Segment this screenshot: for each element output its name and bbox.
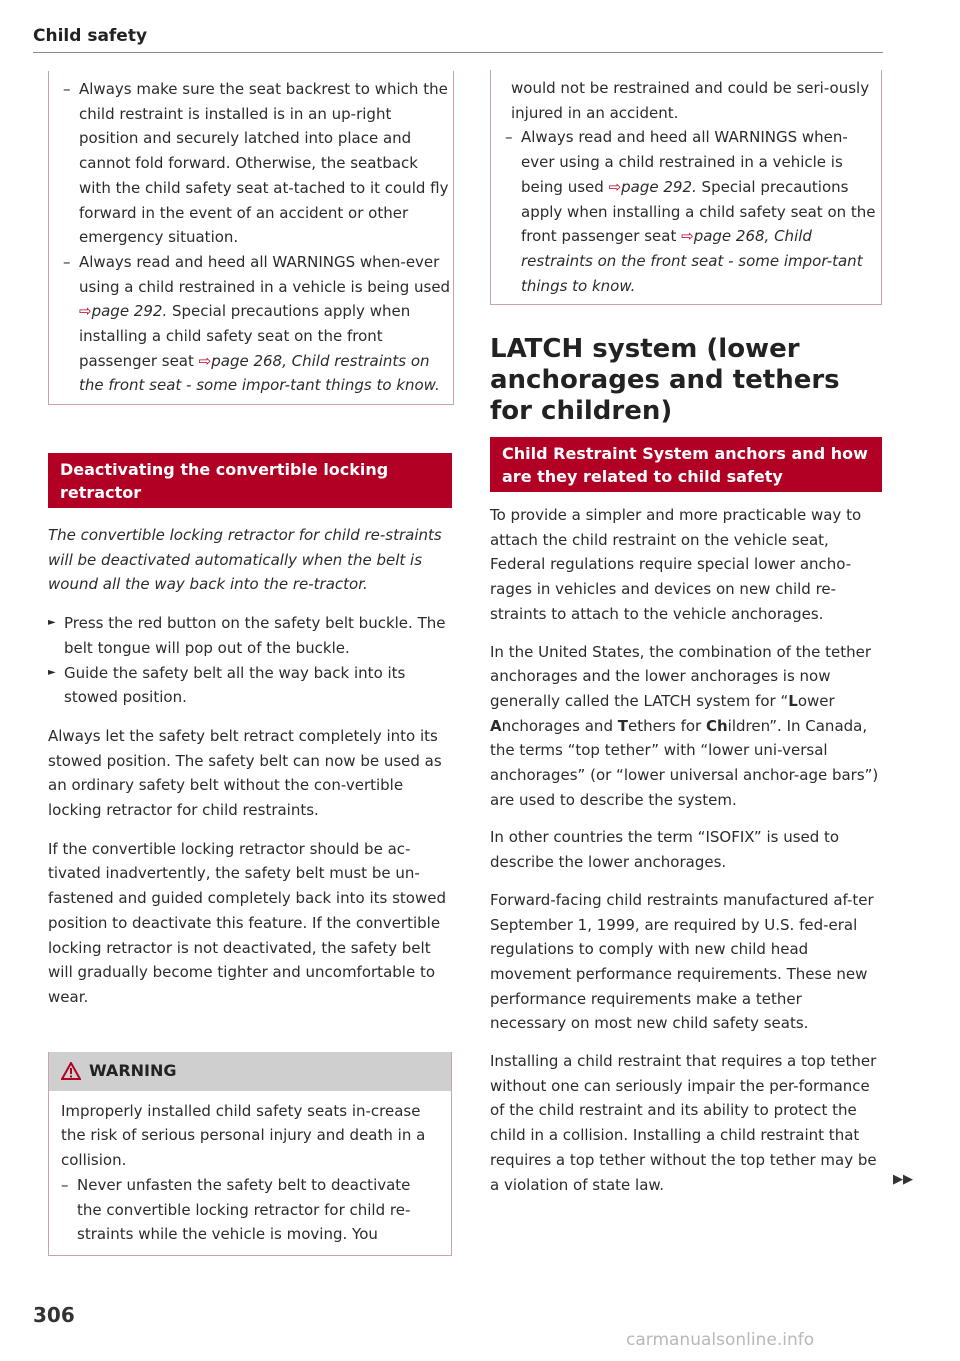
main-heading: LATCH system (lower anchorages and tethers for children) <box>490 334 840 426</box>
warning-triangle-icon <box>61 1062 81 1080</box>
intro-text: The convertible locking retractor for child re-straints will be deactivated automatically when the belt is wound all the way back into the re-tractor. <box>48 526 442 594</box>
page-number: 306 <box>33 1303 75 1327</box>
warning-box <box>48 1052 452 1256</box>
paragraph: Installing a child restraint that requires a top tether without one can seriously impair the per-formance of the child restraint and its ability to protect the child in a collision. Installing a child restraint that requires a top tether without the top tether may be a violation of state law. <box>490 1052 877 1194</box>
arrow-ref-icon: ⇨ <box>681 227 694 246</box>
page-link[interactable]: page 268, Child restraints on the front seat - some impor-tant things to know. <box>79 351 440 395</box>
paragraph: Forward-facing child restraints manufactured af-ter September 1, 1999, are required by U.S. fed-eral regulations to comply with new child head movement performance requirements. These new performance requirements make a tether necessary on most new child safety seats. <box>490 890 874 1033</box>
step-item: ► Press the red button on the safety belt buckle. The belt tongue will pop out of the buckle. <box>48 611 452 660</box>
list-item: – Always read and heed all WARNINGS when-ever using a child restrained in a vehicle is being used ⇨page 292. Special precautions apply when installing a child safety seat on the front passenger seat ⇨page 268, Child restraints on the front seat - some impor-tant things to know. <box>63 252 451 395</box>
paragraph: In the United States, the combination of the tether anchorages and the lower anchorages is now generally called the LATCH system for “Lower Anchorages and Tethers for Children”. In Canada, the terms “top tether” with “lower uni-versal anchorages” (or “lower universal anchor-age bars”) are used to describe the system. <box>490 642 879 809</box>
warning-header <box>49 1052 451 1091</box>
paragraph: To provide a simpler and more practicable way to attach the child restraint on the vehicle seat, Federal regulations require special lower ancho-rages in vehicles and devices on new child re-straints to attach to the vehicle anchorages. <box>490 506 862 623</box>
continued-warning-box <box>48 71 454 405</box>
paragraph: Always let the safety belt retract completely into its stowed position. The safety belt can now be used as an ordinary safety belt without the con-vertible locking retractor for child restraints. <box>48 726 442 820</box>
warning-text: Improperly installed child safety seats in-crease the risk of serious personal injury and death in a collision. <box>61 1101 426 1170</box>
arrow-ref-icon: ⇨ <box>198 351 212 370</box>
list-item: – Always read and heed all WARNINGS when-ever using a child restrained in a vehicle is being used ⇨page 292. Special precautions apply when installing a child safety seat on the front passenger seat ⇨page 268, Child restraints on the front seat - some impor-tant things to know. <box>505 128 876 295</box>
continue-arrow-icon: ▶▶ <box>893 1172 913 1187</box>
section-heading: Deactivating the convertible locking retractor <box>48 453 452 508</box>
page-section-title: Child safety <box>33 26 148 46</box>
page-link[interactable]: page 292. <box>91 302 168 321</box>
header-divider <box>33 52 883 53</box>
paragraph: In other countries the term “ISOFIX” is used to describe the lower anchorages. <box>490 828 840 872</box>
warning-label: WARNING <box>89 1061 177 1080</box>
triangle-bullet-icon: ► <box>48 666 56 678</box>
paragraph: would not be restrained and could be seri-ously injured in an accident. <box>511 79 870 122</box>
list-item: – Never unfasten the safety belt to deactivate the convertible locking retractor for child re-straints while the vehicle is moving. You <box>61 1175 411 1244</box>
section-heading: Child Restraint System anchors and how are they related to child safety <box>490 437 882 492</box>
arrow-ref-icon: ⇨ <box>608 177 622 196</box>
continued-warning-box <box>490 70 882 305</box>
page-link[interactable]: page 268, Child restraints on the front seat - some impor-tant things to know. <box>521 227 863 295</box>
list-item: – Always make sure the seat backrest to which the child restraint is installed is in an up-right position and securely latched into place and cannot fold forward. Otherwise, the seatback with the child safety seat at-tached to it could fly forward in the event of an accident or other emergency situation. <box>63 80 449 247</box>
triangle-bullet-icon: ► <box>48 617 56 629</box>
step-item: ► Guide the safety belt all the way back into its stowed position. <box>48 661 452 710</box>
watermark: carmanualsonline.info <box>626 1330 815 1350</box>
page-link[interactable]: page 292. <box>621 177 697 196</box>
paragraph: If the convertible locking retractor should be ac-tivated inadvertently, the safety belt must be un-fastened and guided completely back into its stowed position to deactivate this feature. If the convertible locking retractor is not deactivated, the safety belt will gradually become tighter and uncomfortable to wear. <box>48 839 446 1006</box>
arrow-ref-icon: ⇨ <box>79 302 92 321</box>
